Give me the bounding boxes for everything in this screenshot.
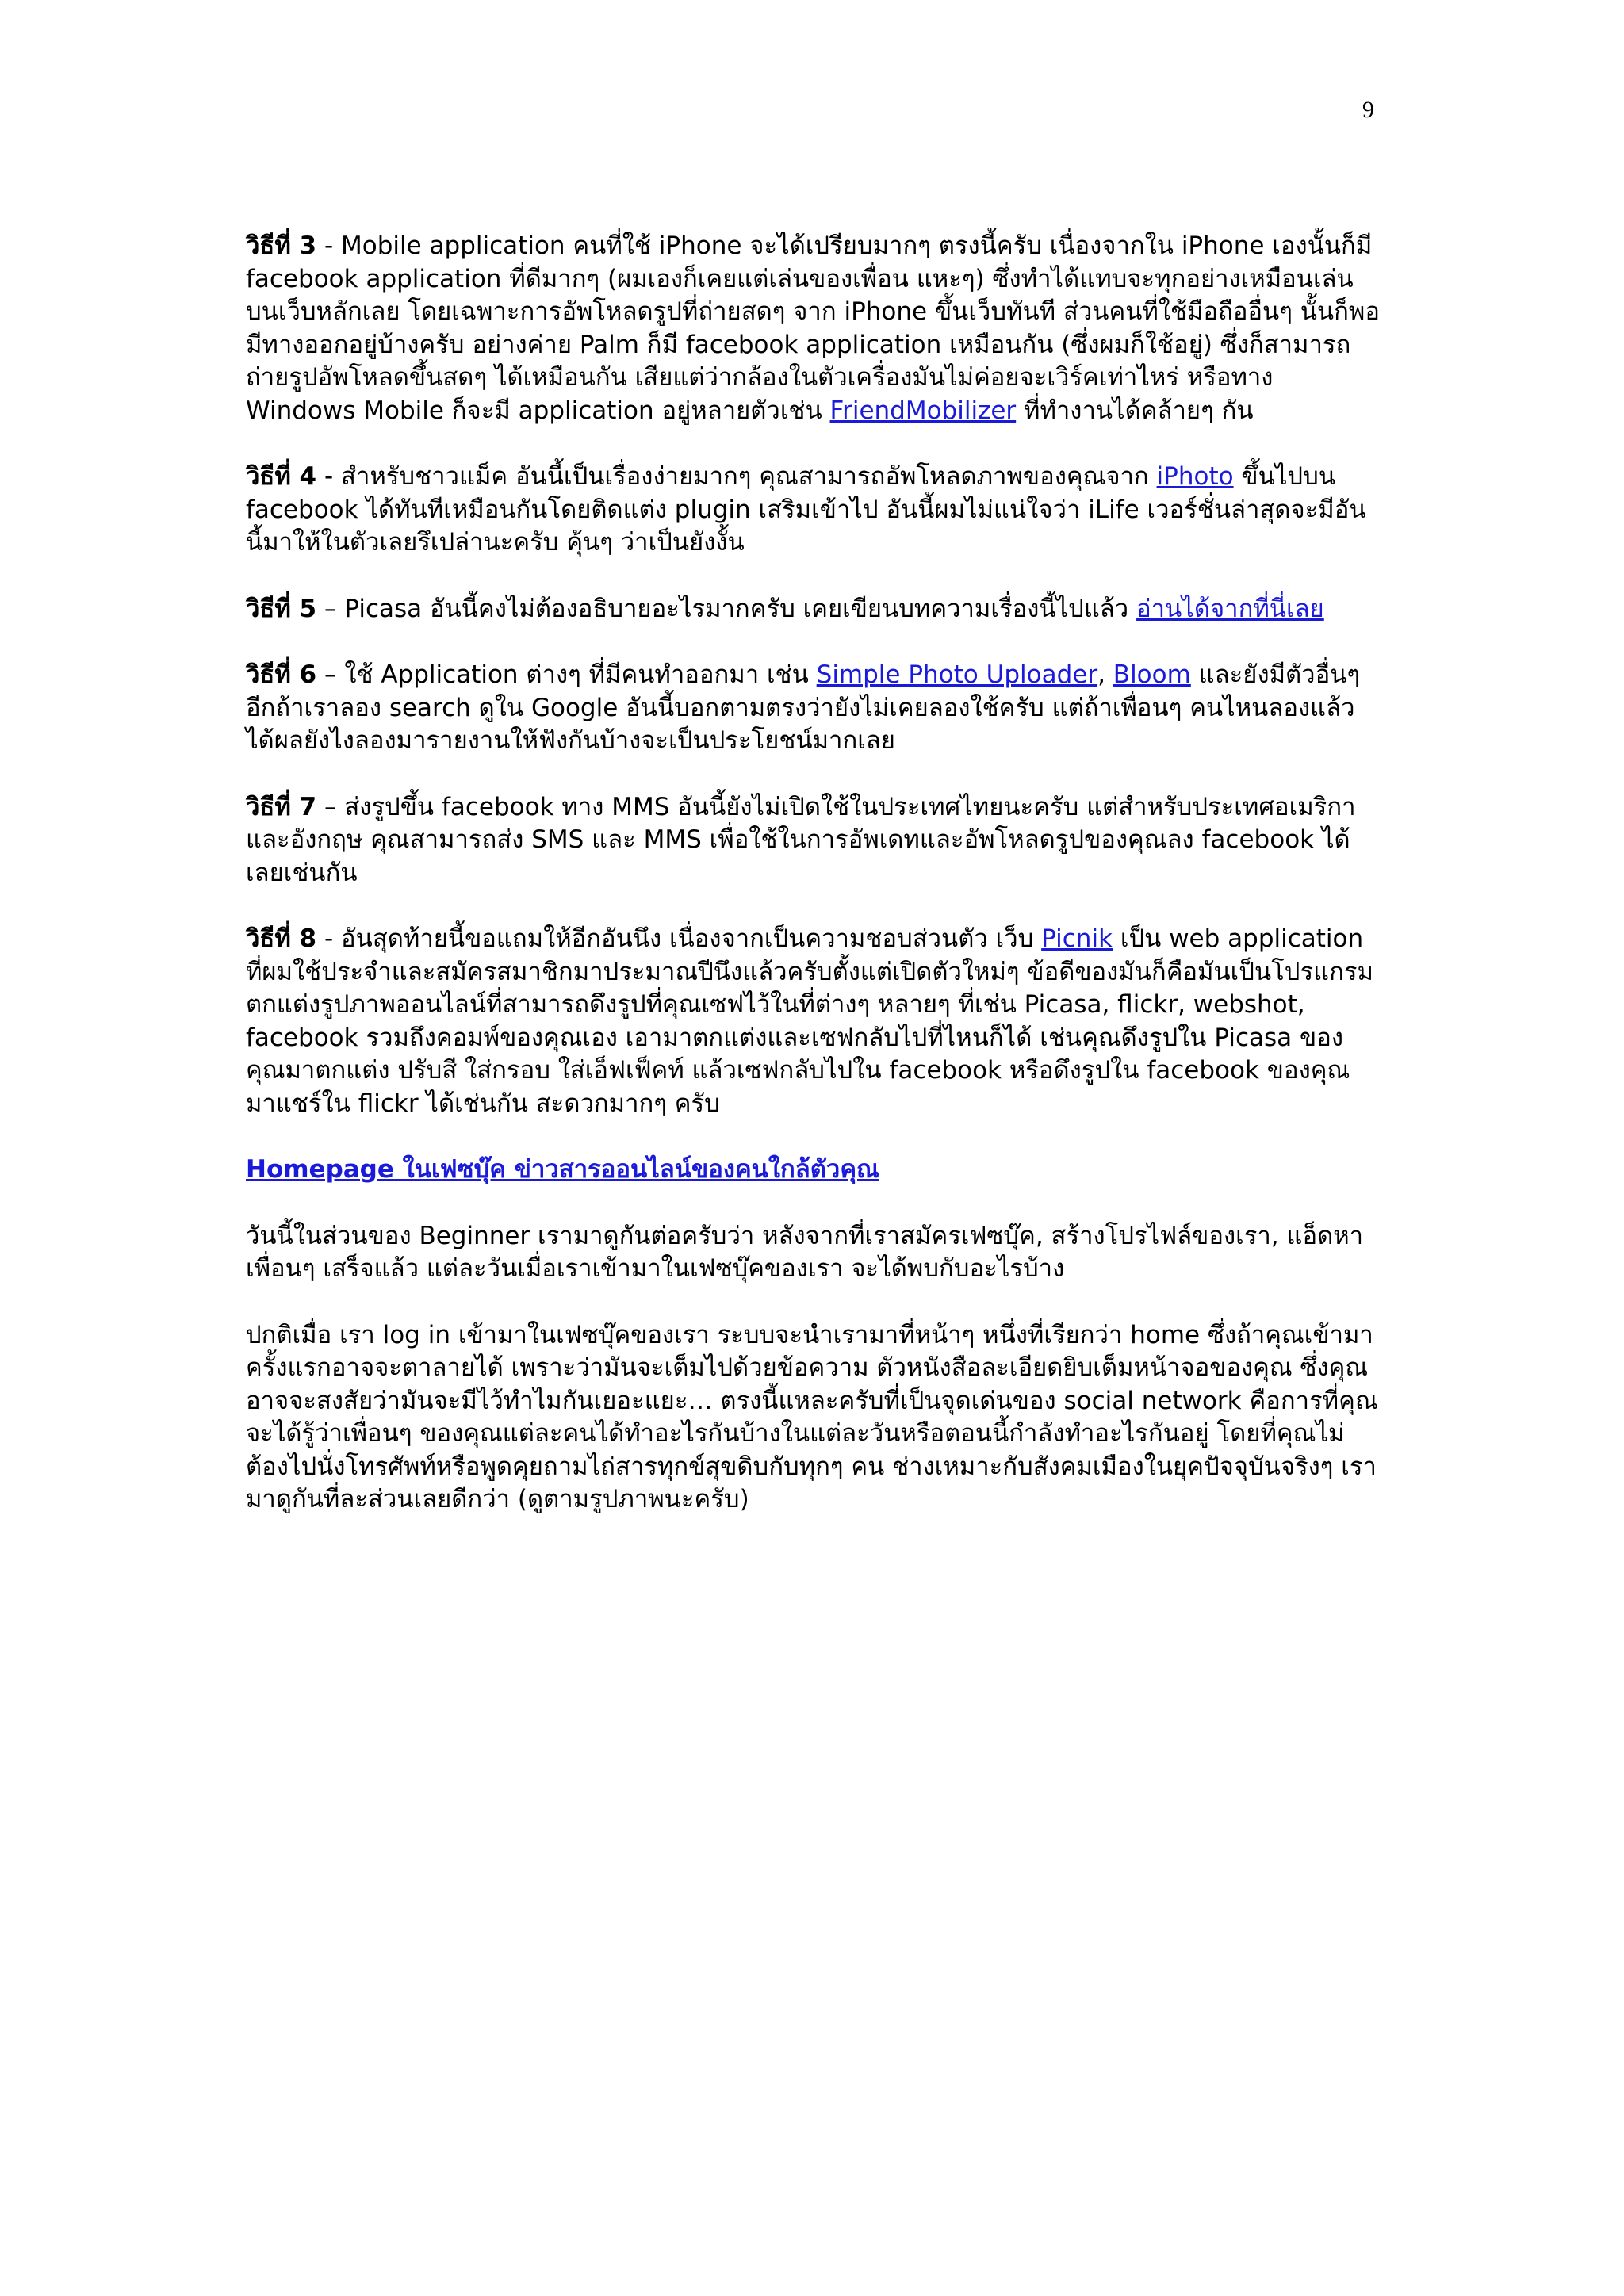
method-3-text: - Mobile application คนที่ใช้ iPhone จะได้เปรียบมากๆ ตรงนี้ครับ เนื่องจากใน iPhone เองนั้นก็มี facebook application ที่ดีมากๆ (ผมเองก็เคยแต่เล่นของเพื่อน แหะๆ) ซึ่งทำได้แทบจะทุกอย่างเหมือนเล่นบนเว็บหลักเลย โดยเฉพาะการอัพโหลดรูปที่ถ่ายสดๆ จาก iPhone ขึ้นเว็บทันที ส่วนคนที่ใช้มือถืออื่นๆ นั้นก็พอมีทางออกอยู่บ้างครับ อย่างค่าย Palm ก็มี facebook application เหมือนกัน (ซึ่งผมก็ใช้อยู่) ซึ่งก็สามารถถ่ายรูปอัพโหลดขึ้นสดๆ ได้เหมือนกัน เสียแต่ว่ากล้องในตัวเครื่องมันไม่ค่อยจะเวิร์คเท่าไหร่ หรือทาง Windows Mobile ก็จะมี application อยู่หลายตัวเช่น xyxy=(246,232,1380,425)
picnik-link[interactable]: Picnik xyxy=(1041,924,1113,953)
iphoto-link[interactable]: iPhoto xyxy=(1156,462,1234,491)
document-body xyxy=(246,230,1380,1550)
method-8-paragraph xyxy=(246,923,1380,1120)
method-4-text-after: ขึ้นไปบน facebook ได้ทันทีเหมือนกันโดยติดแต่ง plugin เสริมเข้าไป อันนี้ผมไม่แน่ใจว่า iLife เวอร์ชั่นล่าสุดจะมีอันนี้มาให้ในตัวเลยรึเปล่านะครับ คุ้นๆ ว่าเป็นยังงั้น xyxy=(246,462,1366,557)
intro-paragraph: วันนี้ในส่วนของ Beginner เรามาดูกันต่อครับว่า หลังจากที่เราสมัครเฟซบุ๊ค, สร้างโปรไฟล์ของเรา, แอ็ดหาเพื่อนๆ เสร็จแล้ว แต่ละวันเมื่อเราเข้ามาในเฟซบุ๊คของเรา จะได้พบกับอะไรบ้าง xyxy=(246,1221,1364,1283)
method-6-separator: , xyxy=(1097,660,1113,689)
method-7-text: – ส่งรูปขึ้น facebook ทาง MMS อันนี้ยังไม่เปิดใช้ในประเทศไทยนะครับ แต่สำหรับประเทศอเมริกาและอังกฤษ คุณสามารถส่ง SMS และ MMS เพื่อใช้ในการอัพเดทและอัพโหลดรูปของคุณลง facebook ได้เลยเช่นกัน xyxy=(246,792,1356,887)
method-3-text-after: ที่ทำงานได้คล้ายๆ กัน xyxy=(1016,396,1254,425)
method-7-label: วิธีที่ 7 xyxy=(246,792,317,821)
method-3-label: วิธีที่ 3 xyxy=(246,232,317,260)
method-6-text: – ใช้ Application ต่างๆ ที่มีคนทำออกมา เช่น xyxy=(316,660,817,689)
method-6-text-after: และยังมีตัวอื่นๆ อีกถ้าเราลอง search ดูใน Google อันนี้บอกตามตรงว่ายังไม่เคยลองใช้ครับ แต่ถ้าเพื่อนๆ คนไหนลองแล้วได้ผลยังไงลองมารายงานให้ฟังกันบ้างจะเป็นประโยชน์มากเลย xyxy=(246,660,1361,755)
method-4-text: - สำหรับชาวแม็ค อันนี้เป็นเรื่องง่ายมากๆ คุณสามารถอัพโหลดภาพของคุณจาก xyxy=(316,462,1157,491)
method-6-label: วิธีที่ 6 xyxy=(246,660,317,689)
bloom-link[interactable]: Bloom xyxy=(1113,660,1191,689)
section-heading xyxy=(246,1154,1380,1187)
body-paragraph: ปกติเมื่อ เรา log in เข้ามาในเฟซบุ๊คของเรา ระบบจะนำเรามาที่หน้าๆ หนึ่งที่เรียกว่า home ซึ่งถ้าคุณเข้ามาครั้งแรกอาจจะตาลายได้ เพราะว่ามันจะเต็มไปด้วยข้อความ ตัวหนังสือละเอียดยิบเต็มหน้าจอของคุณ ซึ่งคุณอาจจะสงสัยว่ามันจะมีไว้ทำไมกันเยอะแยะ… ตรงนี้แหละครับที่เป็นจุดเด่นของ social network คือการที่คุณจะได้รู้ว่าเพื่อนๆ ของคุณแต่ละคนได้ทำอะไรกันบ้างในแต่ละวันหรือตอนนี้กำลังทำอะไรกันอยู่ โดยที่คุณไม่ต้องไปนั่งโทรศัพท์หรือพูดคุยถามไถ่สารทุกข์สุขดิบกับทุกๆ คน ช่างเหมาะกับสังคมเมืองในยุคปัจจุบันจริงๆ เรามาดูกันที่ละส่วนเลยดีกว่า (ดูตามรูปภาพนะครับ) xyxy=(246,1320,1378,1513)
method-8-text: - อันสุดท้ายนี้ขอแถมให้อีกอันนึง เนื่องจากเป็นความชอบส่วนตัว เว็บ xyxy=(316,924,1042,953)
method-5-text: – Picasa อันนี้คงไม่ต้องอธิบายอะไรมากครับ เคยเขียนบทความเรื่องนี้ไปแล้ว xyxy=(316,594,1137,623)
homepage-heading-link[interactable]: Homepage ในเฟซบุ๊ค ข่าวสารออนไลน์ของคนใกล้ตัวคุณ xyxy=(246,1155,879,1184)
page-number: 9 xyxy=(1362,97,1374,123)
method-4-label: วิธีที่ 4 xyxy=(246,462,317,491)
method-5-label: วิธีที่ 5 xyxy=(246,594,317,623)
method-6-paragraph xyxy=(246,659,1380,758)
simple-photo-uploader-link[interactable]: Simple Photo Uploader xyxy=(816,660,1098,689)
method-3-paragraph xyxy=(246,230,1380,427)
method-7-paragraph xyxy=(246,791,1380,890)
method-8-text-after: เป็น web application ที่ผมใช้ประจำและสมัครสมาชิกมาประมาณปีนึงแล้วครับตั้งแต่เปิดตัวใหม่ๆ ข้อดีของมันก็คือมันเป็นโปรแกรมตกแต่งรูปภาพออนไลน์ที่สามารถดึงรูปที่คุณเซฟไว้ในที่ต่างๆ หลายๆ ที่เช่น Picasa, flickr, webshot, facebook รวมถึงคอมพ์ของคุณเอง เอามาตกแต่งและเซฟกลับไปที่ไหนก็ได้ เช่นคุณดึงรูปใน Picasa ของคุณมาตกแต่ง ปรับสี ใส่กรอบ ใส่เอ็ฟเฟ็คท์ แล้วเซฟกลับไปใน facebook หรือดึงรูปใน facebook ของคุณมาแชร์ใน flickr ได้เช่นกัน สะดวกมากๆ ครับ xyxy=(246,924,1373,1118)
method-5-paragraph xyxy=(246,593,1380,626)
method-4-paragraph xyxy=(246,461,1380,560)
read-here-link[interactable]: อ่านได้จากที่นี่เลย xyxy=(1136,594,1324,623)
method-8-label: วิธีที่ 8 xyxy=(246,924,317,953)
friendmobilizer-link[interactable]: FriendMobilizer xyxy=(829,396,1017,425)
